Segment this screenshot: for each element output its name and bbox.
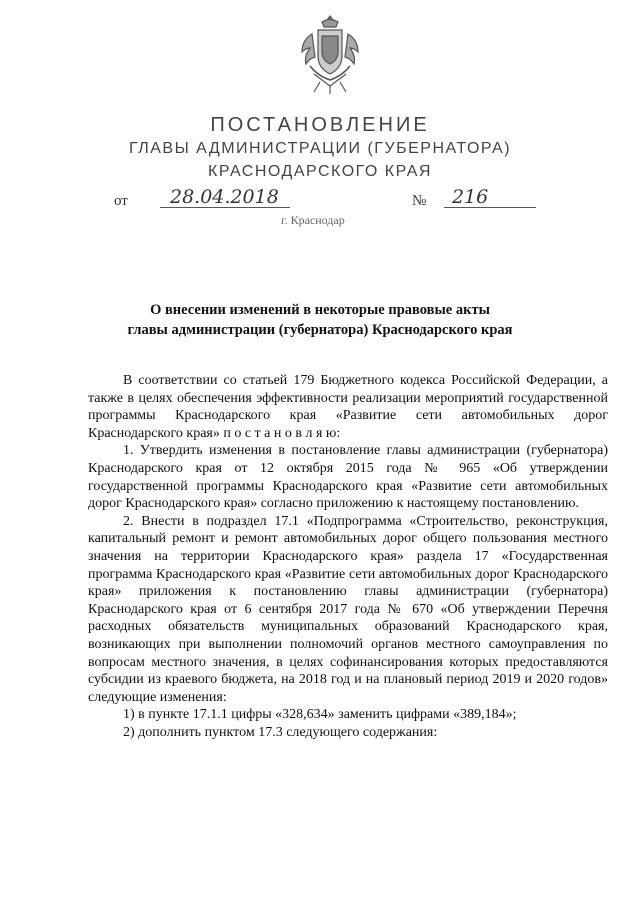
handwritten-date: 28.04.2018 xyxy=(160,187,290,208)
document-title-line-1: О внесении изменений в некоторые правовые акты xyxy=(150,302,490,318)
document-title-line-2: главы администрации (губернатора) Краснодарского края xyxy=(127,322,513,338)
coat-of-arms-emblem xyxy=(298,14,362,96)
issuer-heading: ГЛАВЫ АДМИНИСТРАЦИИ (ГУБЕРНАТОРА) xyxy=(128,140,512,157)
handwritten-number: 216 xyxy=(444,187,536,208)
document-type-heading: ПОСТАНОВЛЕНИЕ xyxy=(210,114,430,136)
region-heading: КРАСНОДАРСКОГО КРАЯ xyxy=(208,163,432,180)
number-label: № xyxy=(412,193,427,209)
subclause-1-paragraph: 1) в пункте 17.1.1 цифры «328,634» заменить цифрами «389,184»; xyxy=(123,707,517,723)
city-label: г. Краснодар xyxy=(281,213,345,227)
preamble-paragraph: В соответствии со статьей 179 Бюджетного кодекса Российской Федерации, а также в целях обеспечения эффективности реализации мероприятий государственной программы Краснодарского края «Развитие сети автомобильных дорог Краснодарского края» п о с т а н о в л я ю: xyxy=(88,373,608,441)
clause-1-paragraph: 1. Утвердить изменения в постановление главы администрации (губернатора) Краснодарского края от 12 октября 2015 года № 965 «Об утверждении государственной программы Краснодарского края «Развитие сети автомобильных дорог Краснодарского края» согласно приложению к настоящему постановлению. xyxy=(88,443,608,512)
date-label: от xyxy=(114,193,128,209)
clause-2-paragraph: 2. Внести в подраздел 17.1 «Подпрограмма «Строительство, реконструкция, капитальный ремонт и ремонт автомобильных дорог общего пользования местного значения на территории Краснодарского края» раздела 17 «Государственная программа Краснодарского края «Развитие сети автомобильных дорог Краснодарского края» приложения к постановлению главы администрации (губернатора) Краснодарского края от 6 сентября 2017 года № 670 «Об утверждении Перечня расходных обязательств муниципальных образований Краснодарского края, возникающих при выполнении полномочий органов местного самоуправления по вопросам местного значения, в целях софинансирования которых предоставляются субсидии из краевого бюджета, на 2018 год и на плановый период 2019 и 2020 годов» следующие изменения: xyxy=(88,513,608,705)
document-body xyxy=(88,372,608,741)
subclause-2-paragraph: 2) дополнить пунктом 17.3 следующего содержания: xyxy=(123,724,438,740)
